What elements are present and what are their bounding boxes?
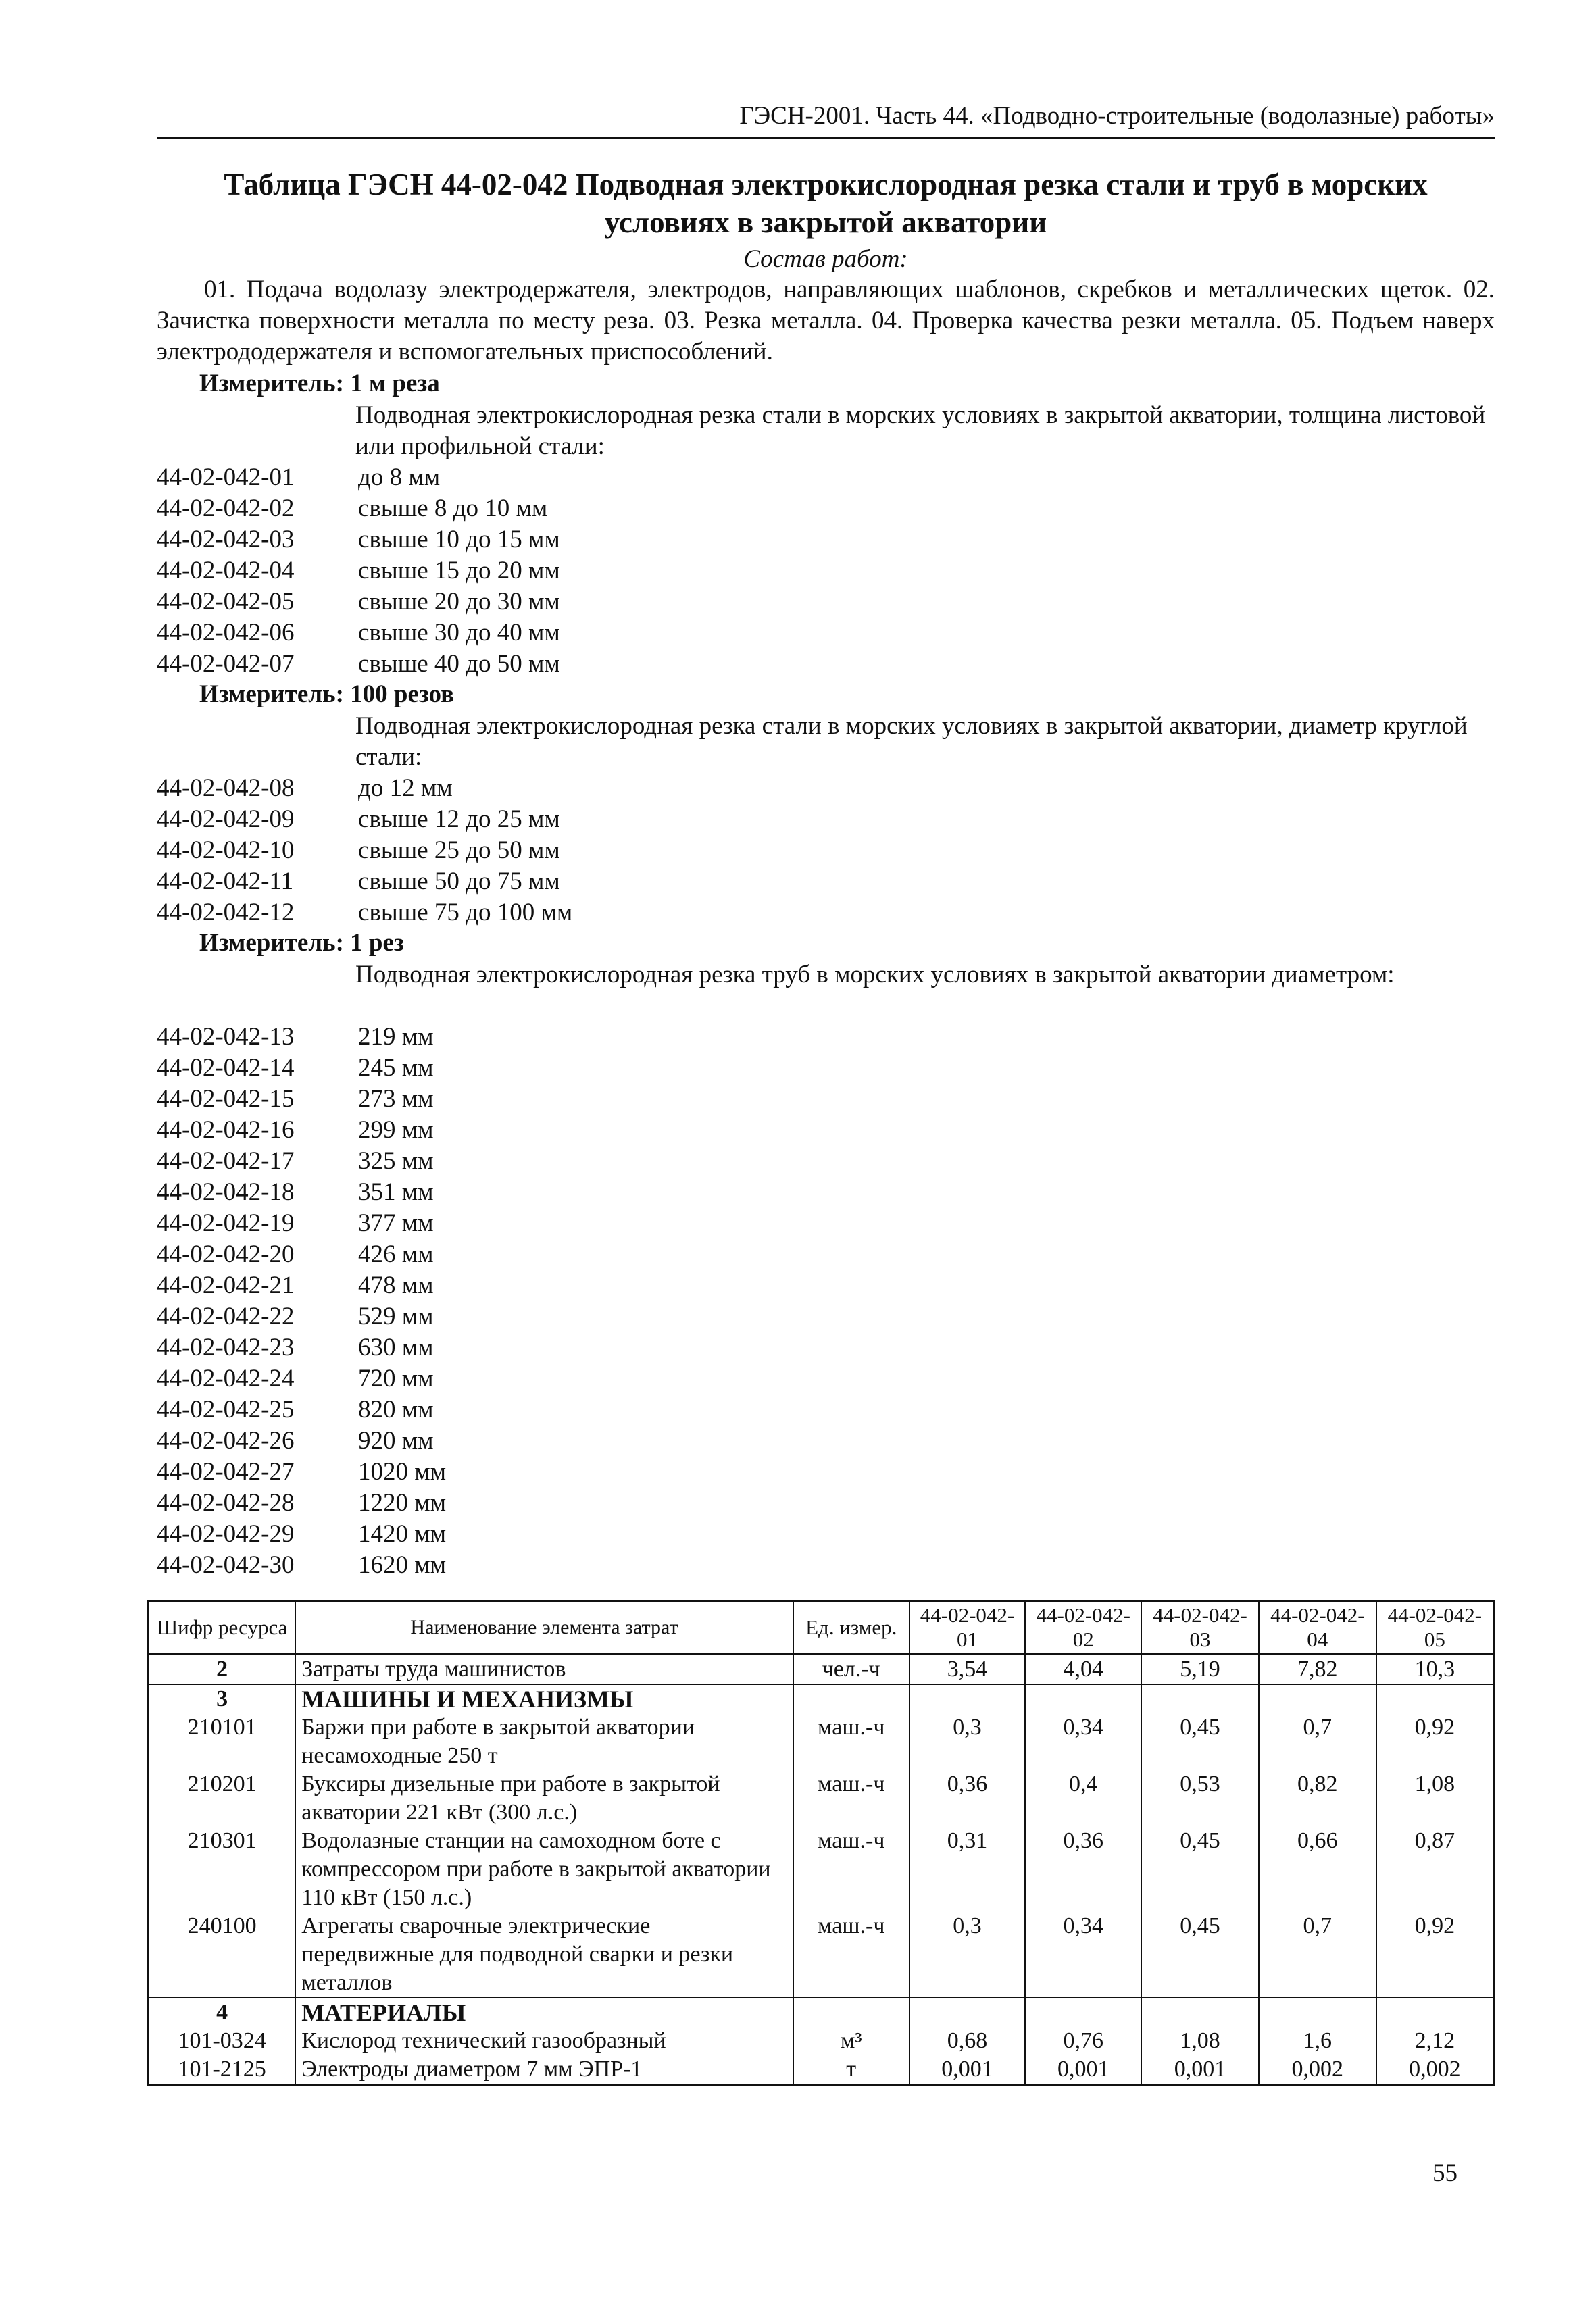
norm-value: 0,92 — [1376, 1912, 1494, 1998]
unit: чел.-ч — [793, 1655, 909, 1685]
list-item — [157, 1177, 446, 1208]
list-item — [157, 462, 560, 493]
norm-value: 0,3 — [909, 1912, 1026, 1998]
table-row — [149, 1827, 1494, 1912]
list-item — [157, 1426, 446, 1457]
list-item — [157, 1519, 446, 1550]
work-composition-text — [157, 274, 1495, 368]
list-item — [157, 1363, 446, 1394]
norm-value: 0,7 — [1259, 1912, 1376, 1998]
resource-code: 210101 — [149, 1713, 296, 1770]
item-text: свыше 25 до 50 мм — [358, 836, 560, 864]
item-code: 44-02-042-05 — [157, 588, 295, 615]
resource-code: 210301 — [149, 1827, 296, 1912]
norm-value: 0,3 — [909, 1713, 1026, 1770]
norm-value: 0,001 — [909, 2055, 1026, 2085]
list-item — [157, 1270, 446, 1301]
list-item — [157, 586, 560, 618]
item-code: 44-02-042-12 — [157, 899, 295, 926]
header-cost-element-name: Наименование элемента затрат — [295, 1601, 793, 1655]
resource-code: 4 — [149, 1998, 296, 2027]
header-unit: Ед. измер. — [793, 1601, 909, 1655]
item-list-group-3 — [157, 1022, 446, 1581]
header-norm-column: 44-02-042-05 — [1376, 1601, 1494, 1655]
item-text: свыше 75 до 100 мм — [358, 899, 573, 926]
norm-value: 1,08 — [1376, 1770, 1494, 1827]
cost-element-name: Электроды диаметром 7 мм ЭПР-1 — [295, 2055, 793, 2085]
norm-value: 4,04 — [1025, 1655, 1141, 1685]
item-code: 44-02-042-23 — [157, 1334, 295, 1361]
list-item — [157, 555, 560, 586]
item-text: 377 мм — [358, 1209, 434, 1237]
list-item — [157, 493, 560, 524]
table-section-row — [149, 1684, 1494, 1713]
item-code: 44-02-042-17 — [157, 1147, 295, 1175]
unit: маш.-ч — [793, 1713, 909, 1770]
table-row — [149, 1912, 1494, 1998]
resource-code: 101-2125 — [149, 2055, 296, 2085]
item-code: 44-02-042-18 — [157, 1178, 295, 1206]
item-code: 44-02-042-14 — [157, 1054, 295, 1082]
header-norm-column: 44-02-042-02 — [1025, 1601, 1141, 1655]
item-code: 44-02-042-02 — [157, 495, 295, 522]
header-resource-code: Шифр ресурса — [149, 1601, 296, 1655]
item-text: 478 мм — [358, 1272, 434, 1299]
item-list-group-2 — [157, 773, 572, 928]
list-item — [157, 804, 572, 835]
list-item — [157, 649, 560, 680]
norm-value: 0,92 — [1376, 1713, 1494, 1770]
list-item — [157, 866, 572, 897]
table-title — [157, 166, 1495, 241]
cost-element-name: Баржи при работе в закрытой акватории несамоходные 250 т — [295, 1713, 793, 1770]
work-composition-paragraph: 01. Подача водолазу электродержателя, электродов, направляющих шаблонов, скребков и металлических щеток. 02. Зачистка поверхности металла по месту реза. 03. Резка металла. 04. Проверка качества резки металла. 05. Подъем наверх электрододержателя и вспомогательных приспособлений. — [157, 276, 1495, 366]
list-item — [157, 897, 572, 928]
norm-value: 1,08 — [1141, 2027, 1259, 2055]
norm-value: 0,31 — [909, 1827, 1026, 1912]
norm-value: 0,66 — [1259, 1827, 1376, 1912]
norm-value: 0,82 — [1259, 1770, 1376, 1827]
unit: т — [793, 2055, 909, 2085]
norm-value: 0,002 — [1376, 2055, 1494, 2085]
norm-value: 0,45 — [1141, 1827, 1259, 1912]
norm-value: 0,76 — [1025, 2027, 1141, 2055]
norm-value: 10,3 — [1376, 1655, 1494, 1685]
table-section-row — [149, 1998, 1494, 2027]
item-code: 44-02-042-24 — [157, 1365, 295, 1392]
norm-value: 0,36 — [1025, 1827, 1141, 1912]
page-number: 55 — [1432, 2159, 1457, 2187]
list-item — [157, 1084, 446, 1115]
norm-value: 0,53 — [1141, 1770, 1259, 1827]
norm-value: 5,19 — [1141, 1655, 1259, 1685]
running-header: ГЭСН-2001. Часть 44. «Подводно-строительные (водолазные) работы» — [739, 102, 1495, 130]
table-row — [149, 2055, 1494, 2085]
item-code: 44-02-042-29 — [157, 1520, 295, 1548]
list-item — [157, 1022, 446, 1053]
norm-value: 0,45 — [1141, 1912, 1259, 1998]
list-item — [157, 1115, 446, 1146]
norm-value: 7,82 — [1259, 1655, 1376, 1685]
resource-code: 2 — [149, 1655, 296, 1685]
item-code: 44-02-042-19 — [157, 1209, 295, 1237]
item-text: свыше 30 до 40 мм — [358, 619, 560, 647]
item-code: 44-02-042-15 — [157, 1085, 295, 1113]
unit: маш.-ч — [793, 1827, 909, 1912]
list-item — [157, 1208, 446, 1239]
list-item — [157, 773, 572, 804]
item-text: 630 мм — [358, 1334, 434, 1361]
resource-cost-table — [147, 1600, 1495, 2086]
resource-code: 240100 — [149, 1912, 296, 1998]
section-title: МАТЕРИАЛЫ — [295, 1998, 793, 2027]
item-code: 44-02-042-06 — [157, 619, 295, 647]
item-text: 1420 мм — [358, 1520, 447, 1548]
item-code: 44-02-042-25 — [157, 1396, 295, 1424]
measure-group-2: Измеритель: 100 резов — [199, 680, 455, 708]
item-text: 820 мм — [358, 1396, 434, 1424]
item-text: 529 мм — [358, 1303, 434, 1330]
norm-value: 3,54 — [909, 1655, 1026, 1685]
item-text: 219 мм — [358, 1023, 434, 1051]
norm-value: 0,001 — [1141, 2055, 1259, 2085]
item-text: свыше 50 до 75 мм — [358, 867, 560, 895]
header-norm-column: 44-02-042-01 — [909, 1601, 1026, 1655]
item-text: 1620 мм — [358, 1551, 447, 1579]
item-text: до 8 мм — [358, 463, 441, 491]
item-text: свыше 20 до 30 мм — [358, 588, 560, 615]
norm-value: 0,36 — [909, 1770, 1026, 1827]
table-row — [149, 1655, 1494, 1685]
norm-value: 0,002 — [1259, 2055, 1376, 2085]
item-code: 44-02-042-26 — [157, 1427, 295, 1455]
unit: м³ — [793, 2027, 909, 2055]
item-text: 245 мм — [358, 1054, 434, 1082]
measure-group-1: Измеритель: 1 м реза — [199, 370, 440, 397]
list-item — [157, 1488, 446, 1519]
list-item — [157, 1394, 446, 1426]
norm-value: 1,6 — [1259, 2027, 1376, 2055]
header-norm-column: 44-02-042-04 — [1259, 1601, 1376, 1655]
list-item — [157, 1053, 446, 1084]
item-list-group-1 — [157, 462, 560, 680]
item-text: свыше 10 до 15 мм — [358, 526, 560, 553]
norm-value: 2,12 — [1376, 2027, 1494, 2055]
item-code: 44-02-042-30 — [157, 1551, 295, 1579]
item-text: 1220 мм — [358, 1489, 447, 1517]
item-text: 720 мм — [358, 1365, 434, 1392]
cost-element-name: Затраты труда машинистов — [295, 1655, 793, 1685]
item-text: 351 мм — [358, 1178, 434, 1206]
item-code: 44-02-042-20 — [157, 1240, 295, 1268]
item-code: 44-02-042-08 — [157, 774, 295, 802]
item-code: 44-02-042-11 — [157, 867, 294, 895]
resource-code: 210201 — [149, 1770, 296, 1827]
norm-value: 0,4 — [1025, 1770, 1141, 1827]
item-text: 273 мм — [358, 1085, 434, 1113]
norm-value: 0,87 — [1376, 1827, 1494, 1912]
cost-element-name: Кислород технический газообразный — [295, 2027, 793, 2055]
table-row — [149, 1770, 1494, 1827]
item-code: 44-02-042-22 — [157, 1303, 295, 1330]
table-row — [149, 1713, 1494, 1770]
item-code: 44-02-042-13 — [157, 1023, 295, 1051]
description-group-2: Подводная электрокислородная резка стали в морских условиях в закрытой акватории, диаметр круглой стали: — [355, 712, 1468, 771]
item-code: 44-02-042-28 — [157, 1489, 295, 1517]
table-title-line2: условиях в закрытой акватории — [604, 205, 1047, 239]
item-code: 44-02-042-16 — [157, 1116, 295, 1144]
item-text: свыше 15 до 20 мм — [358, 557, 560, 584]
unit: маш.-ч — [793, 1770, 909, 1827]
table-header-row — [149, 1601, 1494, 1655]
description-group-1: Подводная электрокислородная резка стали в морских условиях в закрытой акватории, толщина листовой или профильной стали: — [355, 401, 1486, 460]
item-text: 325 мм — [358, 1147, 434, 1175]
table-title-line1: Таблица ГЭСН 44-02-042 Подводная электрокислородная резка стали и труб в морских — [224, 168, 1428, 201]
item-text: свыше 40 до 50 мм — [358, 650, 560, 678]
item-code: 44-02-042-04 — [157, 557, 295, 584]
cost-element-name: Водолазные станции на самоходном боте с компрессором при работе в закрытой акватории 110 кВт (150 л.с.) — [295, 1827, 793, 1912]
measure-group-3: Измеритель: 1 рез — [199, 929, 404, 957]
item-code: 44-02-042-07 — [157, 650, 295, 678]
resource-code: 3 — [149, 1684, 296, 1713]
list-item — [157, 835, 572, 866]
list-item — [157, 618, 560, 649]
item-code: 44-02-042-03 — [157, 526, 295, 553]
item-code: 44-02-042-10 — [157, 836, 295, 864]
list-item — [157, 1146, 446, 1177]
header-norm-column: 44-02-042-03 — [1141, 1601, 1259, 1655]
section-title: МАШИНЫ И МЕХАНИЗМЫ — [295, 1684, 793, 1713]
list-item — [157, 1301, 446, 1332]
item-code: 44-02-042-01 — [157, 463, 295, 491]
norm-value: 0,7 — [1259, 1713, 1376, 1770]
item-code: 44-02-042-09 — [157, 805, 295, 833]
list-item — [157, 1457, 446, 1488]
item-text: свыше 12 до 25 мм — [358, 805, 560, 833]
cost-element-name: Агрегаты сварочные электрические передвижные для подводной сварки и резки металлов — [295, 1912, 793, 1998]
unit: маш.-ч — [793, 1912, 909, 1998]
item-text: 426 мм — [358, 1240, 434, 1268]
norm-value: 0,001 — [1025, 2055, 1141, 2085]
item-text: 1020 мм — [358, 1458, 447, 1486]
table-row — [149, 2027, 1494, 2055]
norm-value: 0,45 — [1141, 1713, 1259, 1770]
norm-value: 0,68 — [909, 2027, 1026, 2055]
item-text: 920 мм — [358, 1427, 434, 1455]
description-group-3: Подводная электрокислородная резка труб в морских условиях в закрытой акватории диаметром: — [355, 961, 1395, 988]
norm-value: 0,34 — [1025, 1912, 1141, 1998]
resource-code: 101-0324 — [149, 2027, 296, 2055]
list-item — [157, 1332, 446, 1363]
item-code: 44-02-042-27 — [157, 1458, 295, 1486]
header-rule — [157, 137, 1495, 139]
item-text: до 12 мм — [358, 774, 453, 802]
norm-value: 0,34 — [1025, 1713, 1141, 1770]
list-item — [157, 1239, 446, 1270]
cost-element-name: Буксиры дизельные при работе в закрытой акватории 221 кВт (300 л.с.) — [295, 1770, 793, 1827]
item-text: 299 мм — [358, 1116, 434, 1144]
work-composition-caption: Состав работ: — [743, 245, 908, 273]
list-item — [157, 524, 560, 555]
item-code: 44-02-042-21 — [157, 1272, 295, 1299]
list-item — [157, 1550, 446, 1581]
item-text: свыше 8 до 10 мм — [358, 495, 548, 522]
